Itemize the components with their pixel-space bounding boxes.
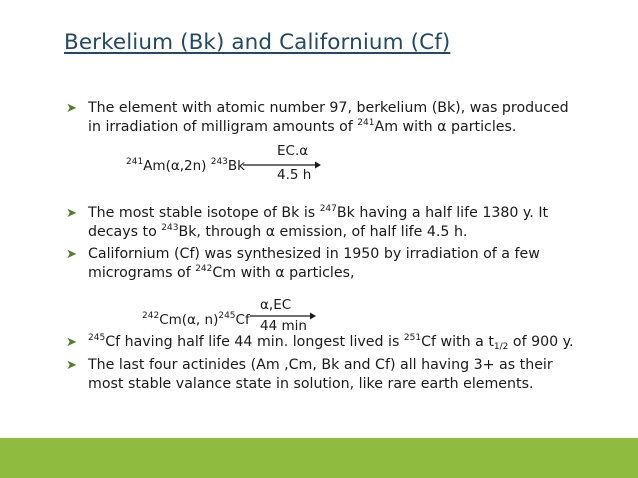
bullet-item: [66, 245, 606, 283]
superscript: 242: [195, 264, 213, 274]
superscript: 241: [126, 157, 144, 167]
text-fragment: Bk having a half life 1380 y. It: [336, 205, 549, 221]
nuclear-reaction-1: [126, 158, 245, 174]
bullet-item: [66, 204, 606, 242]
arrow-right-icon: ➤: [66, 247, 77, 262]
bullet-line: [88, 264, 606, 283]
bullet-item: [66, 356, 606, 394]
reaction-text: Cm(α, n): [159, 312, 219, 328]
page-title: Berkelium (Bk) and Californium (Cf): [64, 30, 451, 55]
arrow-right-icon: ➤: [66, 335, 77, 350]
text-fragment: in irradiation of milligram amounts of: [88, 119, 358, 135]
text-fragment: Bk, through α emission, of half life 4.5 h.: [178, 224, 468, 240]
bullet-line: The element with atomic number 97, berkelium (Bk), was produced: [88, 100, 569, 116]
text-fragment: Am with α particles.: [374, 119, 517, 135]
bullet-line: [88, 204, 606, 223]
subscript: 1/2: [493, 342, 509, 352]
text-fragment: Cm with α particles,: [212, 265, 355, 281]
bullet-text: [88, 356, 606, 394]
bullet-text: [88, 99, 606, 137]
arrow-right-icon: ➤: [66, 358, 77, 373]
superscript: 242: [142, 311, 160, 321]
reaction-condition: α,EC: [260, 297, 292, 313]
arrow-right-icon: ➤: [66, 206, 77, 221]
bullet-item: [66, 99, 606, 137]
text-fragment: of 900 y.: [508, 334, 574, 350]
superscript: 245: [88, 333, 106, 343]
superscript: 245: [218, 311, 236, 321]
superscript: 241: [357, 118, 375, 128]
bullet-item: [66, 333, 606, 352]
reaction-halflife: 4.5 h: [277, 167, 312, 183]
text-fragment: micrograms of: [88, 265, 196, 281]
bullet-line: [88, 223, 606, 242]
reaction-halflife: 44 min: [260, 318, 307, 334]
superscript: 251: [403, 333, 422, 343]
superscript: 243: [161, 223, 179, 233]
reaction-condition: EC.α: [277, 143, 309, 159]
reaction-text: Am(α,2n): [143, 158, 211, 174]
bullet-line: [88, 118, 606, 137]
bullet-text: [88, 245, 606, 283]
footer-bar: [0, 438, 638, 478]
text-fragment: Cf having half life 44 min. longest lived is: [105, 334, 404, 350]
bullet-line: most stable valance state in solution, like rare earth elements.: [88, 376, 534, 392]
bullet-text: [88, 204, 606, 242]
bullet-text: [88, 333, 606, 352]
arrow-right-icon: ➤: [66, 101, 77, 116]
text-fragment: Cf with a t: [421, 334, 494, 350]
reaction-text: Bk: [227, 158, 246, 174]
bullet-line: The last four actinides (Am ,Cm, Bk and Cf) all having 3+ as their: [88, 357, 553, 373]
text-fragment: The most stable isotope of Bk is: [88, 205, 320, 221]
superscript: 247: [319, 204, 337, 214]
nuclear-reaction-2: [142, 312, 250, 328]
bullet-line: Californium (Cf) was synthesized in 1950 by irradiation of a few: [88, 246, 540, 262]
reaction-text: Cf: [235, 312, 250, 328]
superscript: 243: [210, 157, 228, 167]
bullet-line: [88, 333, 606, 352]
text-fragment: decays to: [88, 224, 162, 240]
